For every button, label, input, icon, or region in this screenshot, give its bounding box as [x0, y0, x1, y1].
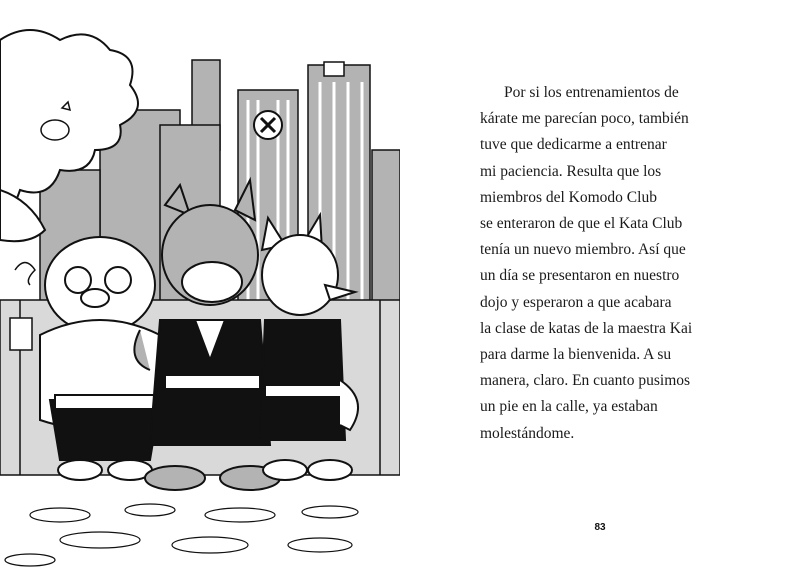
- text-line: se enteraron de que el Kata Club: [480, 215, 683, 233]
- text-line: dojo y esperaron a que acabara: [480, 293, 672, 311]
- cobblestones: [5, 504, 358, 566]
- text-line: tuve que dedicarme a entrenar: [480, 136, 667, 154]
- body-paragraph: [480, 80, 740, 447]
- text-line: tenía un nuevo miembro. Así que: [480, 241, 686, 259]
- text-line: para darme la bienvenida. A su: [480, 346, 672, 364]
- text-line: kárate me parecían poco, también: [480, 110, 689, 128]
- text-line: Por si los entrenamientos de: [504, 84, 679, 101]
- text-line: miembros del Komodo Club: [480, 188, 657, 206]
- text-line: molestándome.: [480, 424, 575, 442]
- text-line: un pie en la calle, ya estaban: [480, 398, 658, 416]
- text-line: un día se presentaron en nuestro: [480, 267, 680, 285]
- page-number: 83: [594, 522, 606, 533]
- text-line: la clase de katas de la maestra Kai: [480, 319, 693, 337]
- right-page: [400, 0, 800, 571]
- text-line: mi paciencia. Resulta que los: [480, 162, 662, 180]
- text-line: manera, claro. En cuanto pusimos: [480, 372, 691, 390]
